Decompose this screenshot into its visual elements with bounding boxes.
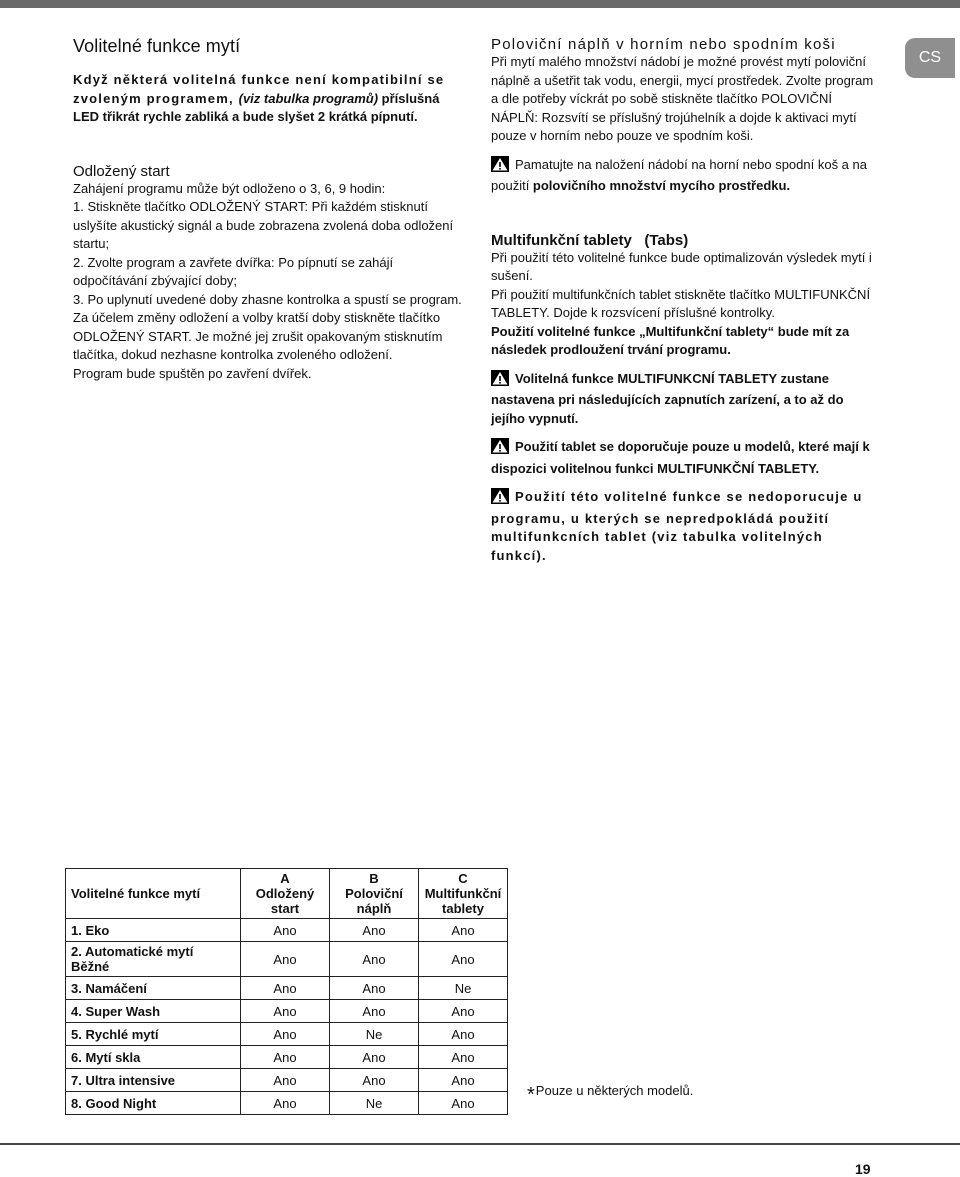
half-load-warning-bold: polovičního množství mycího prostředku. [532,178,791,193]
tabs-warning-2 [491,438,874,478]
half-load-warning-plain: Pamatujte na naložení nádobí na horní nebo spodní koš a na použití [491,156,867,193]
tabs-warning-2-text: Použití tablet se doporučuje pouze u modelů, které mají k dispozici volitelnou funkci MULTIFUNKČNÍ TABLETY. [491,439,870,476]
cell: Ano [419,919,508,942]
right-column [491,36,874,565]
table-header-label: Volitelné funkce mytí [66,869,241,919]
tabs-heading [491,232,874,249]
tabs-warning-1 [491,370,874,429]
cell: Ne [330,1023,419,1046]
options-table [65,868,508,1115]
table-row [66,1069,508,1092]
cell: Ano [419,1000,508,1023]
row-name: 8. Good Night [66,1092,241,1115]
table-row [66,1046,508,1069]
table-row [66,977,508,1000]
cell: Ano [241,977,330,1000]
cell: Ano [241,1046,330,1069]
half-load-heading: Poloviční náplň v horním nebo spodním koši [491,36,836,53]
intro-part-1: Když některá volitelná funkce není kompatibilní se zvoleným programem, [73,72,445,106]
cell: Ano [419,1069,508,1092]
warning-icon [491,370,509,392]
row-name: 6. Mytí skla [66,1046,241,1069]
language-badge: CS [905,38,955,78]
cell: Ano [419,1023,508,1046]
tabs-warning-3-text: Použití této volitelné funkce se nedoporucuje u programu, u kterých se nepredpokládá použití multifunkcních tablet (viz tabulka volitelných funkcí). [491,489,863,563]
footnote-text: Pouze u některých modelů. [535,1083,694,1098]
table-row [66,1000,508,1023]
tabs-heading-suffix: (Tabs) [644,231,689,249]
delayed-start-heading: Odložený start [73,162,170,180]
top-bar [0,0,960,8]
cell: Ano [330,942,419,977]
table-header-col-a [241,869,330,919]
col-c-label: Multifunkční tablety [424,886,502,916]
warning-icon [491,488,509,510]
half-load-text: Při mytí malého množství nádobí je možné provést mytí poloviční náplně a ušetřit tak vodu, energii, mycí prostředek. Zvolte program a dle potřeby víckrát po sobě stiskněte tlačítko POLOVIČNÍ NÁPLŇ: Rozsvítí se příslušný trojúhelník a dojde k aktivaci mytí pouze v horním nebo pouze ve spodním koši. [491,54,874,143]
cell: Ano [330,1069,419,1092]
table-header-row [66,869,508,919]
row-name: 4. Super Wash [66,1000,241,1023]
row-name: 3. Namáčení [66,977,241,1000]
col-a-letter: A [280,871,290,886]
warning-icon [491,438,509,460]
cell: Ano [241,1023,330,1046]
tabs-warning-3 [491,488,874,565]
tabs-p2: Při použití multifunkčních tablet stiskněte tlačítko MULTIFUNKČNÍ TABLETY. Dojde k rozsvícení příslušné kontrolky. [491,286,871,320]
intro-part-3: příslušná LED třikrát rychle zabliká a bude slyšet 2 krátká pípnutí. [73,90,440,124]
cell: Ano [330,1000,419,1023]
footnote [527,1083,693,1107]
cell: Ano [330,919,419,942]
bottom-divider [0,1143,960,1145]
intro-part-2: (viz tabulka programů) [238,90,379,106]
footnote-mark: * [527,1084,535,1106]
col-a-label: Odložený start [255,886,315,916]
delayed-line-5: Program bude spuštěn po zavření dvířek. [73,365,312,381]
delayed-line-3: 3. Po uplynutí uvedené doby zhasne kontrolka a spustí se program. [73,291,462,307]
delayed-line-1: 1. Stiskněte tlačítko ODLOŽENÝ START: Při každém stisknutí uslyšíte akustický signál a bude zobrazena zvolená doba odložení startu; [73,199,454,251]
cell: Ano [419,1046,508,1069]
page-number: 19 [855,1161,871,1177]
row-name: 1. Eko [66,919,241,942]
table-row [66,919,508,942]
row-name: 5. Rychlé mytí [66,1023,241,1046]
row-name: 7. Ultra intensive [66,1069,241,1092]
table-header-col-c [419,869,508,919]
page-title: Volitelné funkce mytí [73,36,241,56]
cell: Ne [419,977,508,1000]
cell: Ano [241,1092,330,1115]
delayed-line-4: Za účelem změny odložení a volby kratší doby stiskněte tlačítko ODLOŽENÝ START. Je možné jej zrušit opakovaným stisknutím tlačítka, dokud nezhasne kontrolka zvoleného odložení. [73,310,443,362]
tabs-p1: Při použití této volitelné funkce bude optimalizován výsledek mytí i sušení. [491,249,872,283]
intro-paragraph [73,71,465,127]
cell: Ano [241,1000,330,1023]
cell: Ano [330,1046,419,1069]
tabs-warning-1-text: Volitelná funkce MULTIFUNKCNÍ TABLETY zustane nastavena pri následujících zapnutích zarízení, a to až do jejího vypnutí. [491,370,844,426]
col-b-letter: B [369,871,379,886]
cell: Ano [330,977,419,1000]
table-header-col-b [330,869,419,919]
tabs-heading-main: Multifunkční tablety [491,231,632,249]
table-row [66,1092,508,1115]
delayed-line-0: Zahájení programu může být odloženo o 3, 6, 9 hodin: [73,180,386,196]
table-row [66,1023,508,1046]
warning-icon [491,156,509,178]
delayed-line-2: 2. Zvolte program a zavřete dvířka: Po pípnutí se zahájí odpočítávání zbývající doby; [73,254,394,288]
cell: Ne [330,1092,419,1115]
tabs-p3: Použití volitelné funkce „Multifunkční tablety“ bude mít za následek prodloužení trvání programu. [491,323,850,357]
cell: Ano [241,919,330,942]
row-name: 2. Automatické mytí Běžné [66,942,241,977]
left-column [73,36,465,383]
cell: Ano [241,942,330,977]
cell: Ano [419,942,508,977]
col-c-letter: C [458,871,468,886]
col-b-label: Poloviční náplň [345,886,403,916]
table-row [66,942,508,977]
cell: Ano [419,1092,508,1115]
cell: Ano [241,1069,330,1092]
half-load-warning [491,156,874,196]
